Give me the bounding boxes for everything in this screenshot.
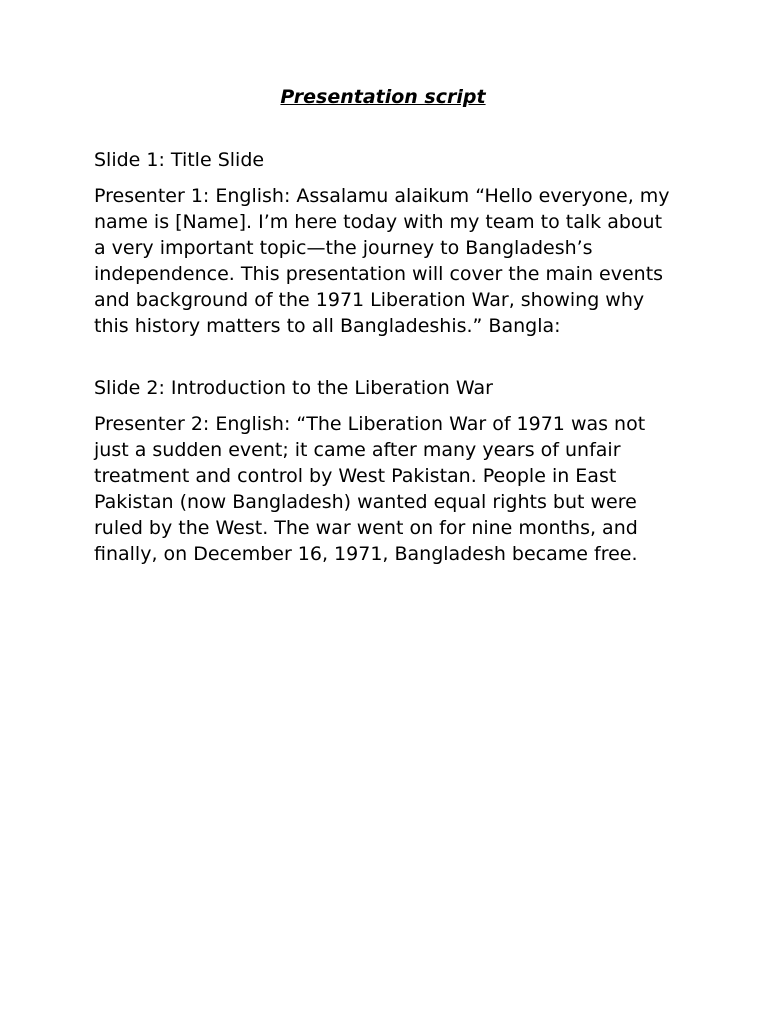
slide-2-heading: Slide 2: Introduction to the Liberation War [94,377,493,399]
slide-1-presenter-paragraph: Presenter 1: English: Assalamu alaikum “Hello everyone, my name is [Name]. I’m here today with my team to talk about a very important topic—the journey to Bangladesh’s independence. This presentation will cover the main events and background of the 1971 Liberation War, showing why this history matters to all Bangladeshis.” Bangla: [94,185,670,337]
slide-1-heading: Slide 1: Title Slide [94,149,265,171]
document-title: Presentation script [280,86,486,108]
paragraph-gap [94,349,672,375]
slide-2-presenter-paragraph: Presenter 2: English: “The Liberation War of 1971 was not just a sudden event; it came after many years of unfair treatment and control by West Pakistan. People in East Pakistan (now Bangladesh) wanted equal rights but were ruled by the West. The war went on for nine months, and finally, on December 16, 1971, Bangladesh became free. [94,413,646,565]
